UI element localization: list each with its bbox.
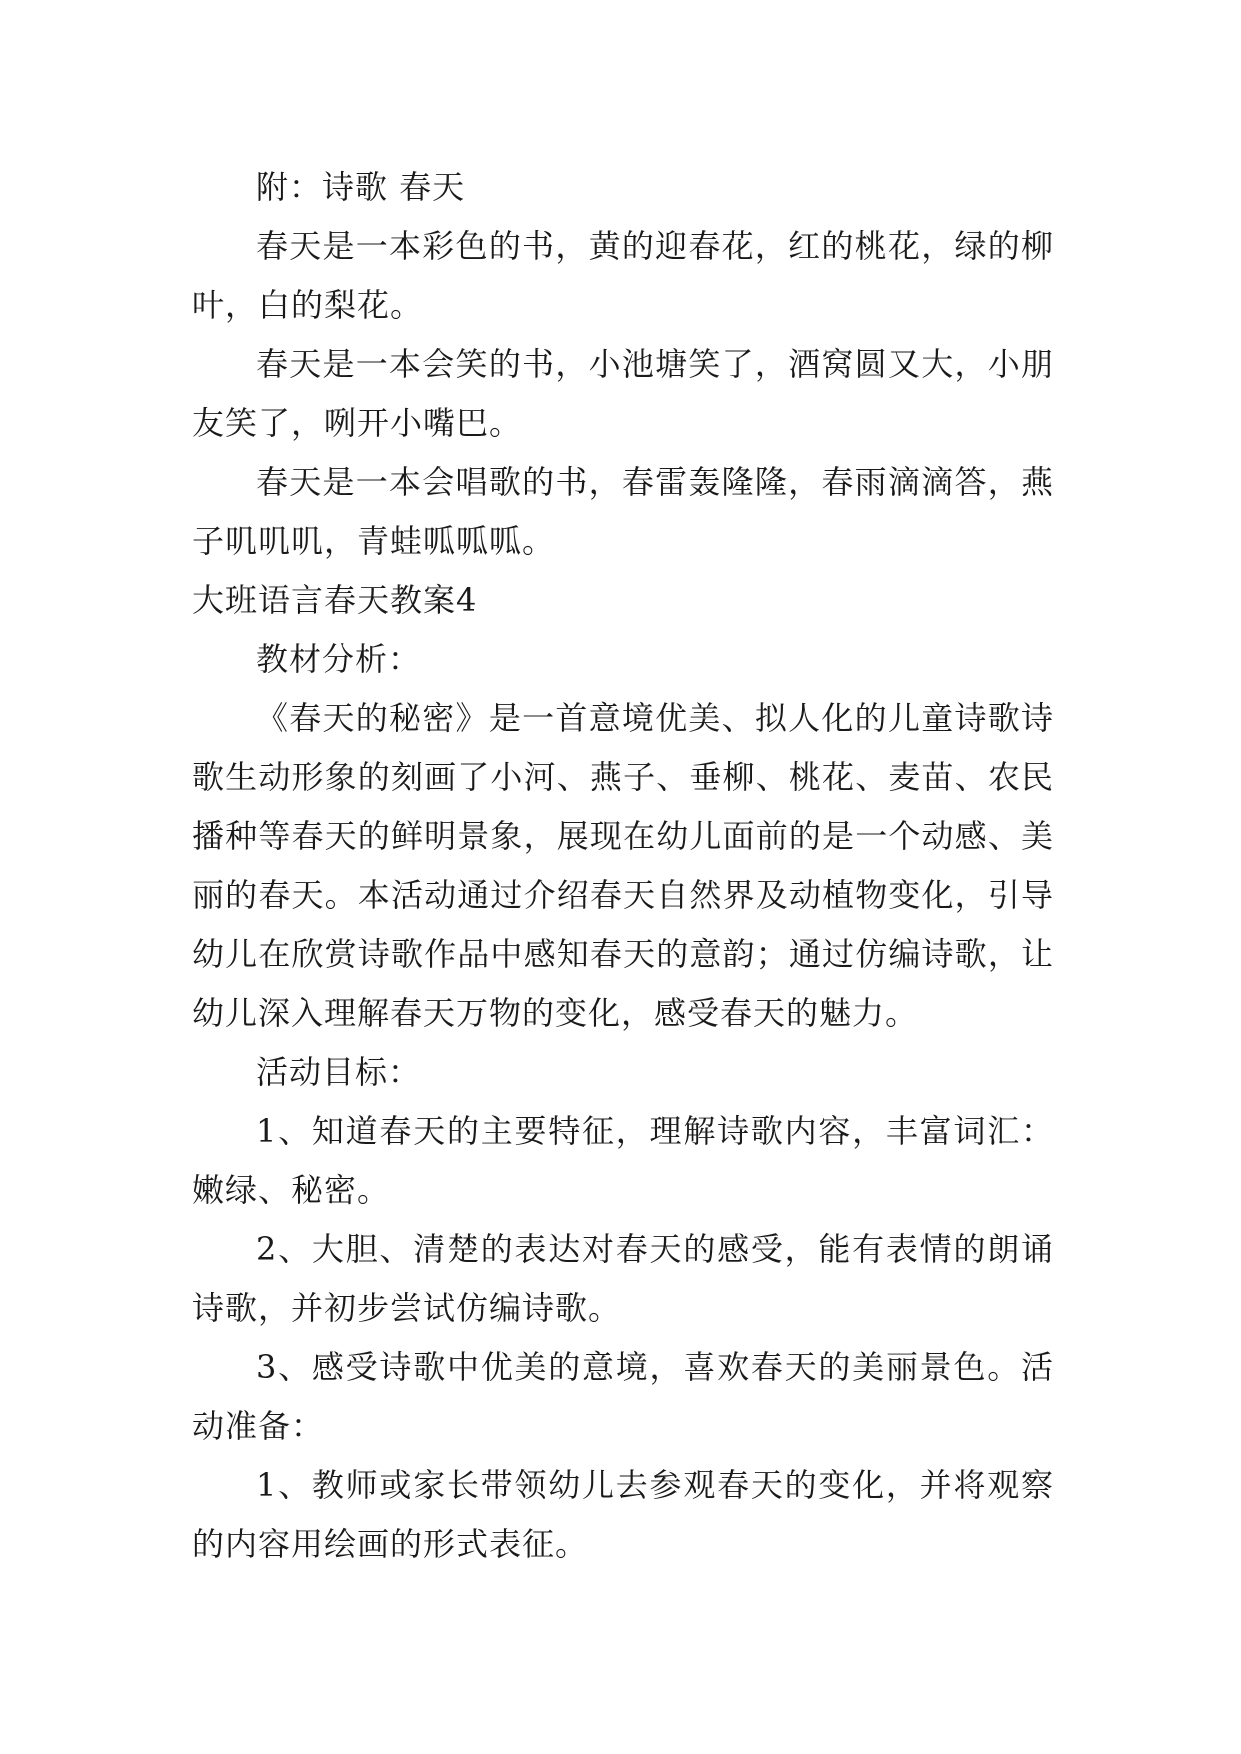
- material-analysis-heading: 教材分析：: [256, 640, 422, 678]
- poem-intro: 附：诗歌 春天: [256, 168, 466, 206]
- document-body: [192, 158, 1054, 1574]
- preparation-item-1: 1、教师或家长带领幼儿去参观春天的变化，并将观察的内容用绘画的形式表征。: [192, 1466, 1054, 1563]
- goal-item-3: 3、感受诗歌中优美的意境，喜欢春天的美丽景色。活动准备：: [192, 1348, 1054, 1445]
- poem-stanza-1: 春天是一本彩色的书，黄的迎春花，红的桃花，绿的柳叶，白的梨花。: [192, 227, 1054, 324]
- material-analysis-body: 《春天的秘密》是一首意境优美、拟人化的儿童诗歌诗歌生动形象的刻画了小河、燕子、垂柳、桃花、麦苗、农民播种等春天的鲜明景象，展现在幼儿面前的是一个动感、美丽的春天。本活动通过介绍春天自然界及动植物变化，引导幼儿在欣赏诗歌作品中感知春天的意韵；通过仿编诗歌，让幼儿深入理解春天万物的变化，感受春天的魅力。: [192, 699, 1054, 1032]
- activity-goals-heading: 活动目标：: [256, 1053, 422, 1091]
- section-title: 大班语言春天教案4: [192, 581, 478, 619]
- goal-item-2: 2、大胆、清楚的表达对春天的感受，能有表情的朗诵诗歌，并初步尝试仿编诗歌。: [192, 1230, 1054, 1327]
- goal-item-1: 1、知道春天的主要特征，理解诗歌内容，丰富词汇：嫩绿、秘密。: [192, 1112, 1054, 1209]
- poem-stanza-3: 春天是一本会唱歌的书，春雷轰隆隆，春雨滴滴答，燕子叽叽叽，青蛙呱呱呱。: [192, 463, 1054, 560]
- poem-stanza-2: 春天是一本会笑的书，小池塘笑了，酒窝圆又大，小朋友笑了，咧开小嘴巴。: [192, 345, 1054, 442]
